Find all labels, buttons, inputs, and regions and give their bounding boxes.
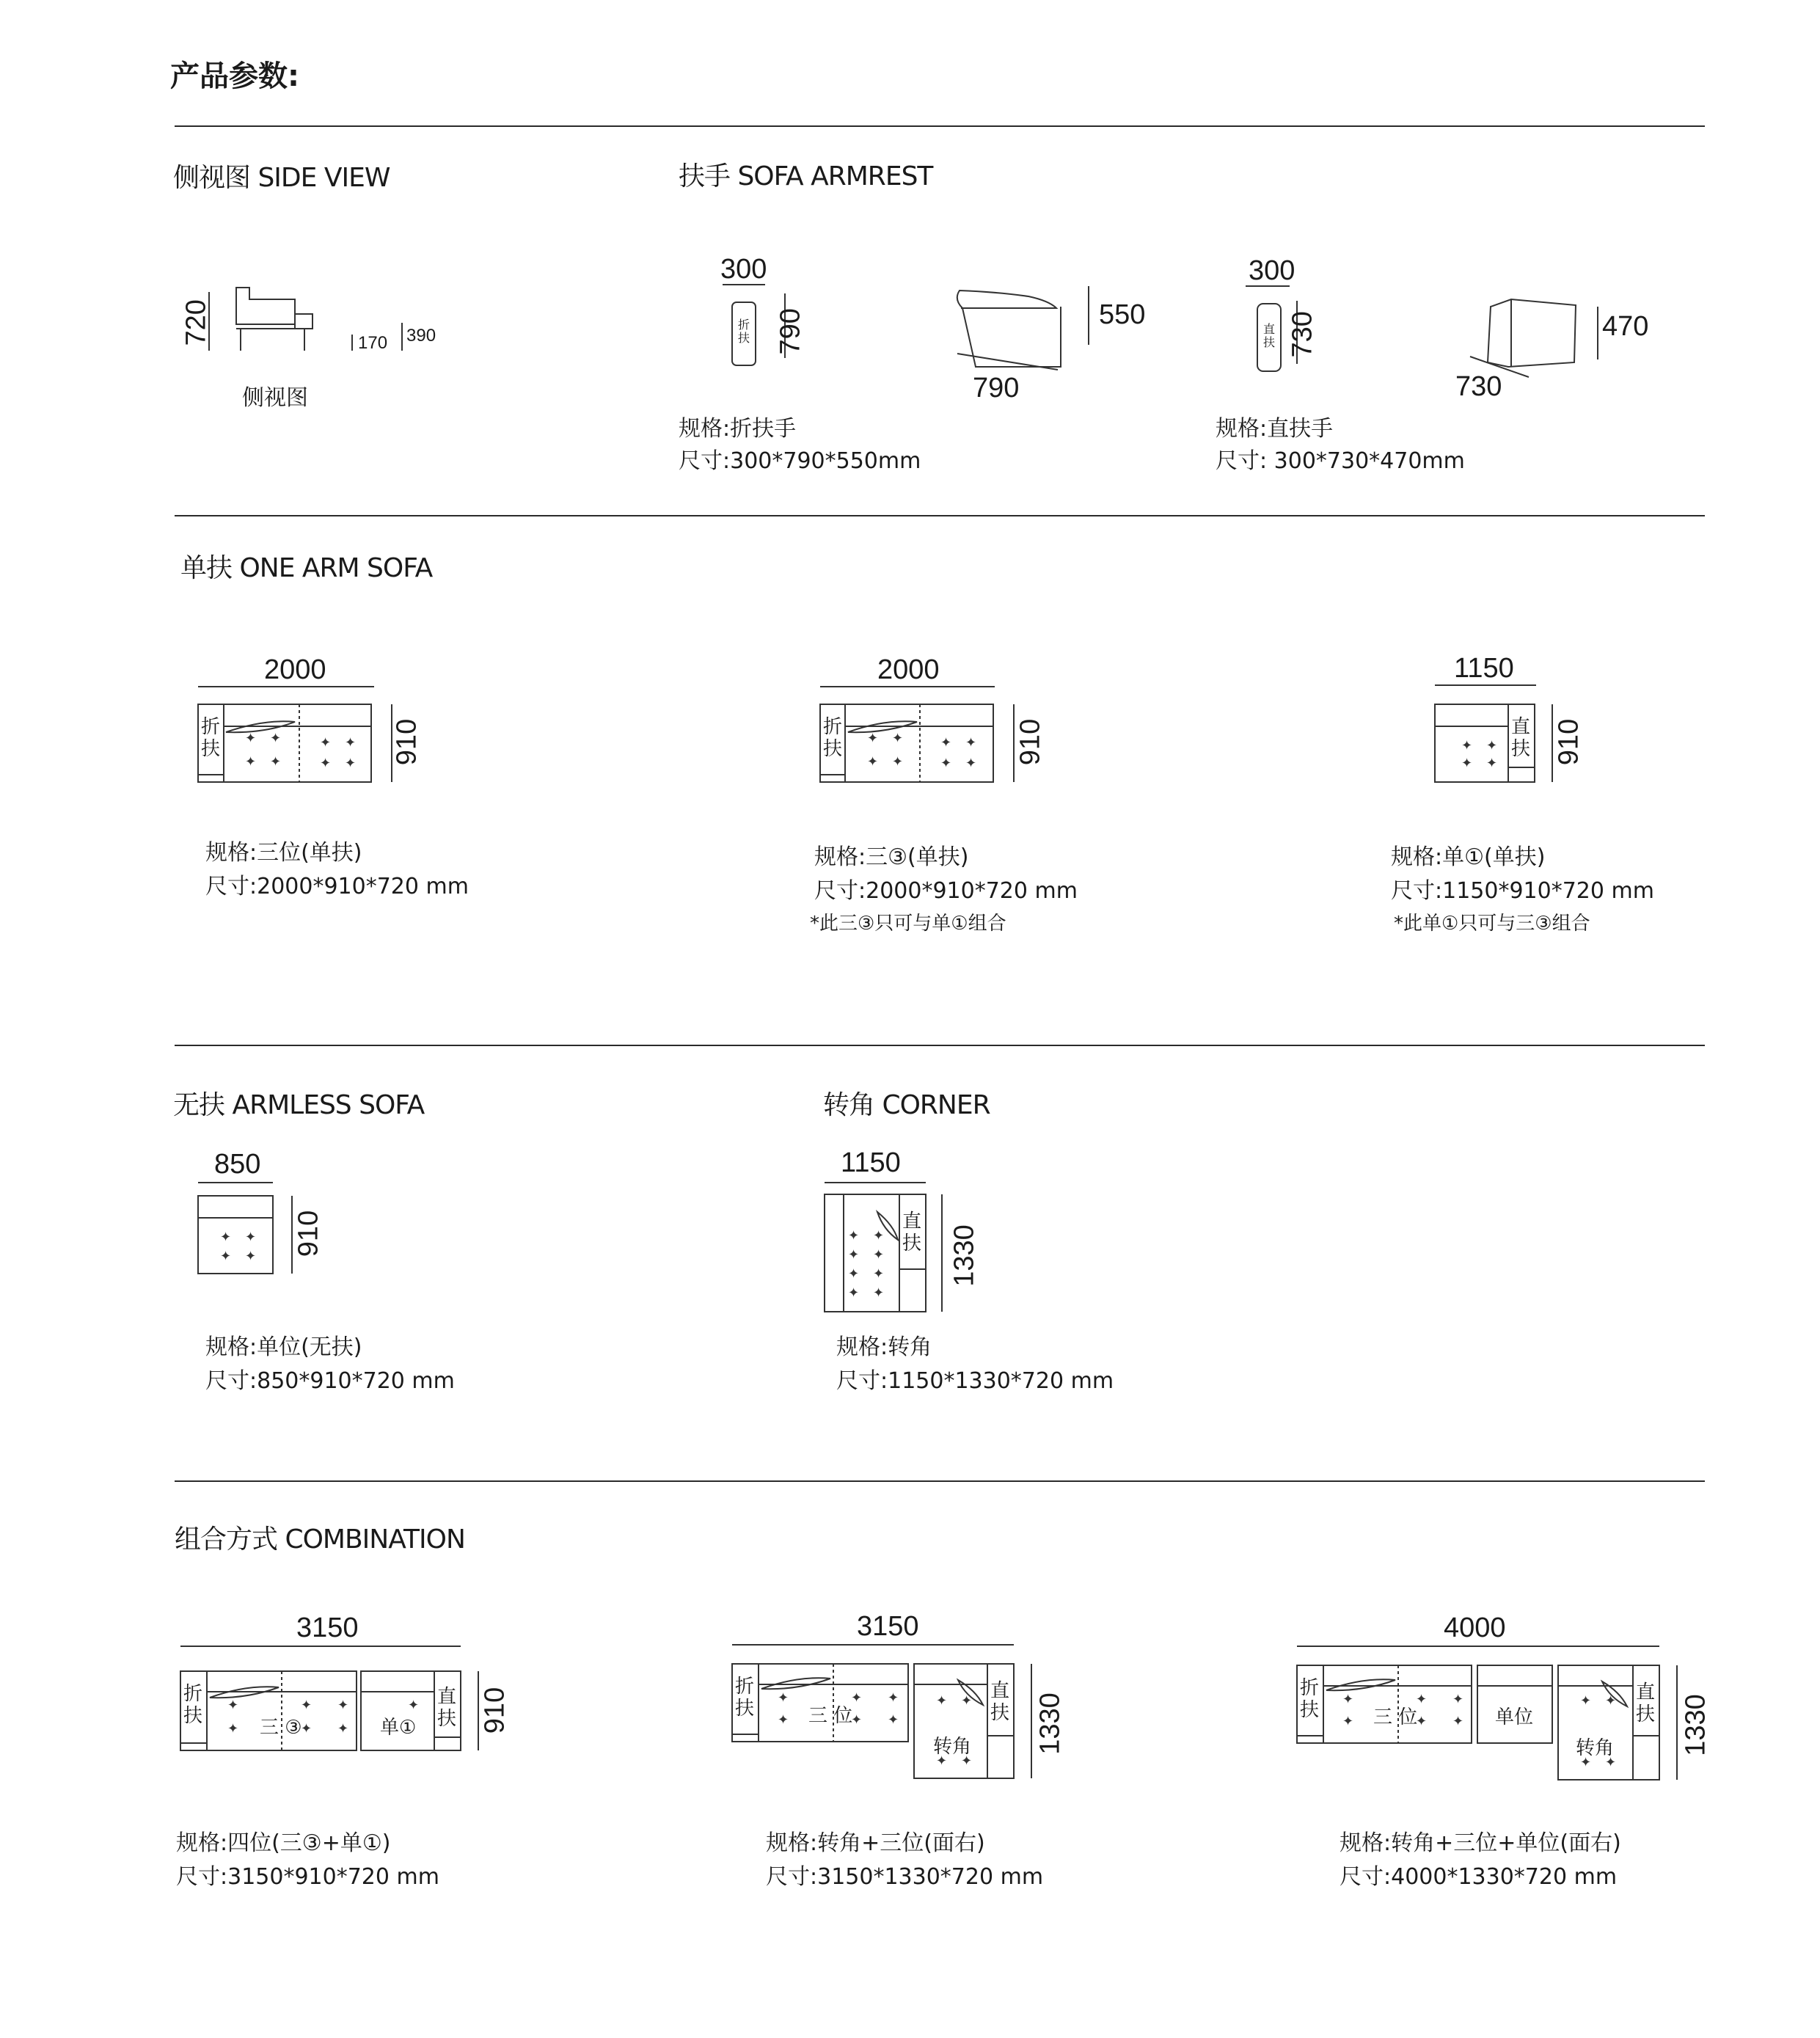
one-arm-2-depth-dim: 910 <box>1015 718 1046 766</box>
svg-text:✦: ✦ <box>1416 1692 1428 1707</box>
combo-1-width-dim: 3150 <box>296 1612 359 1643</box>
folding-armrest-spec: 规格:折扶手 <box>679 416 797 442</box>
straight-armrest-spec: 规格:直扶手 <box>1216 416 1334 442</box>
svg-text:✦: ✦ <box>270 731 282 746</box>
svg-text:✦: ✦ <box>245 754 257 770</box>
combo-3-seat-a: 三 位 <box>1373 1706 1418 1728</box>
section-corner-title: 转角 CORNER <box>823 1090 990 1120</box>
svg-text:✦: ✦ <box>345 756 357 771</box>
one-arm-2-size: 尺寸:2000*910*720 mm <box>814 878 1078 904</box>
svg-text:✦: ✦ <box>1605 1693 1617 1709</box>
svg-text:✦: ✦ <box>1416 1714 1428 1729</box>
svg-text:✦: ✦ <box>337 1721 349 1736</box>
svg-text:✦: ✦ <box>270 754 282 770</box>
combo-3-tag-right: 直扶 <box>1636 1681 1656 1725</box>
svg-text:✦: ✦ <box>848 1285 860 1301</box>
combo-1-seat-a: 三 ③ <box>260 1717 302 1739</box>
section-combination-title: 组合方式 COMBINATION <box>175 1524 465 1555</box>
one-arm-3-note: *此单①只可与三③组合 <box>1394 913 1590 935</box>
section-armless-title: 无扶 ARMLESS SOFA <box>173 1090 425 1120</box>
combo-1-seat-b: 单① <box>380 1717 417 1739</box>
svg-text:✦: ✦ <box>1486 756 1498 771</box>
one-arm-2-spec: 规格:三③(单扶) <box>814 844 969 870</box>
one-arm-sofa-1-drawing <box>198 687 392 782</box>
one-arm-2-width-dim: 2000 <box>877 654 940 685</box>
combo-3-depth-dim: 1330 <box>1680 1694 1711 1756</box>
corner-size: 尺寸:1150*1330*720 mm <box>836 1368 1114 1394</box>
folding-armrest-size: 尺寸:300*790*550mm <box>679 448 921 474</box>
page-title: 产品参数: <box>170 59 299 93</box>
combination-1-drawing <box>180 1646 478 1750</box>
corner-width-dim: 1150 <box>841 1147 901 1178</box>
combo-3-seat-c: 转角 <box>1576 1737 1615 1759</box>
svg-text:✦: ✦ <box>337 1698 349 1713</box>
combo-2-width-dim: 3150 <box>857 1611 919 1642</box>
straight-armrest-tag: 直扶 <box>1262 322 1275 349</box>
svg-text:✦: ✦ <box>848 1266 860 1282</box>
svg-text:✦: ✦ <box>1486 738 1498 753</box>
svg-text:✦: ✦ <box>1580 1693 1592 1709</box>
svg-text:✦: ✦ <box>867 754 879 770</box>
folding-armrest-depth-dim: 790 <box>775 308 806 355</box>
svg-text:✦: ✦ <box>936 1693 948 1709</box>
folding-armrest-tag: 折扶 <box>737 318 750 345</box>
svg-text:✦: ✦ <box>320 735 332 750</box>
straight-armrest-length-dim: 730 <box>1455 371 1502 402</box>
section-one-arm-title: 单扶 ONE ARM SOFA <box>180 553 433 583</box>
svg-text:✦: ✦ <box>1452 1692 1464 1707</box>
svg-text:✦: ✦ <box>1461 756 1473 771</box>
corner-depth-dim: 1330 <box>949 1224 980 1287</box>
straight-armrest-height-dim: 470 <box>1602 311 1649 342</box>
combo-1-size: 尺寸:3150*910*720 mm <box>176 1864 439 1890</box>
svg-text:✦: ✦ <box>848 1247 860 1263</box>
one-arm-3-size: 尺寸:1150*910*720 mm <box>1391 878 1654 904</box>
side-view-dim-b: 390 <box>406 326 436 346</box>
combo-1-tag-right: 直扶 <box>437 1686 457 1730</box>
svg-text:✦: ✦ <box>851 1712 863 1728</box>
side-view-caption: 侧视图 <box>242 385 308 411</box>
folding-armrest-width-dim: 300 <box>720 254 767 285</box>
svg-text:✦: ✦ <box>940 756 952 771</box>
svg-text:✦: ✦ <box>873 1266 885 1282</box>
svg-text:✦: ✦ <box>1461 738 1473 753</box>
armless-size: 尺寸:850*910*720 mm <box>205 1368 455 1394</box>
one-arm-1-depth-dim: 910 <box>391 718 423 766</box>
one-arm-3-spec: 规格:单①(单扶) <box>1391 844 1546 870</box>
combo-2-depth-dim: 1330 <box>1034 1692 1066 1755</box>
combo-2-spec: 规格:转角+三位(面右) <box>766 1830 985 1856</box>
svg-text:✦: ✦ <box>961 1753 973 1769</box>
one-arm-1-tag: 折扶 <box>201 716 221 760</box>
svg-text:✦: ✦ <box>345 735 357 750</box>
combo-3-tag-left: 折扶 <box>1300 1677 1320 1721</box>
svg-text:✦: ✦ <box>245 731 257 746</box>
svg-text:✦: ✦ <box>892 754 904 770</box>
svg-text:✦: ✦ <box>1452 1714 1464 1729</box>
one-arm-2-note: *此三③只可与单①组合 <box>810 913 1006 935</box>
armless-spec: 规格:单位(无扶) <box>205 1334 362 1360</box>
combo-1-spec: 规格:四位(三③+单①) <box>176 1830 391 1856</box>
svg-text:✦: ✦ <box>227 1721 239 1736</box>
combo-1-depth-dim: 910 <box>479 1687 511 1734</box>
combo-2-seat-a: 三 位 <box>808 1705 853 1727</box>
svg-text:✦: ✦ <box>1605 1755 1617 1770</box>
svg-text:✦: ✦ <box>961 1693 973 1709</box>
straight-armrest-depth-dim: 730 <box>1287 311 1318 358</box>
combo-3-spec: 规格:转角+三位+单位(面右) <box>1340 1830 1621 1856</box>
svg-text:✦: ✦ <box>245 1230 257 1245</box>
svg-text:✦: ✦ <box>1580 1755 1592 1770</box>
svg-text:✦: ✦ <box>873 1228 885 1243</box>
combo-3-size: 尺寸:4000*1330*720 mm <box>1340 1864 1618 1890</box>
one-arm-3-width-dim: 1150 <box>1454 653 1514 684</box>
svg-text:✦: ✦ <box>227 1698 239 1713</box>
svg-text:✦: ✦ <box>245 1249 257 1264</box>
combo-3-seat-b: 单位 <box>1495 1706 1534 1728</box>
svg-text:✦: ✦ <box>851 1690 863 1706</box>
svg-text:✦: ✦ <box>1342 1714 1354 1729</box>
combination-2-drawing <box>732 1645 1031 1778</box>
corner-tag: 直扶 <box>902 1210 922 1254</box>
side-view-height-dim: 720 <box>180 299 212 346</box>
svg-text:✦: ✦ <box>873 1247 885 1263</box>
combination-3-drawing <box>1297 1646 1677 1780</box>
svg-text:✦: ✦ <box>301 1721 313 1736</box>
one-arm-1-size: 尺寸:2000*910*720 mm <box>205 874 469 899</box>
svg-text:✦: ✦ <box>778 1712 789 1728</box>
svg-text:✦: ✦ <box>936 1753 948 1769</box>
svg-text:✦: ✦ <box>867 731 879 746</box>
straight-armrest-size: 尺寸: 300*730*470mm <box>1216 448 1465 474</box>
combo-1-tag-left: 折扶 <box>183 1683 203 1727</box>
svg-text:✦: ✦ <box>408 1698 420 1713</box>
svg-text:✦: ✦ <box>848 1228 860 1243</box>
one-arm-3-depth-dim: 910 <box>1553 718 1585 766</box>
svg-text:✦: ✦ <box>320 756 332 771</box>
one-arm-2-tag: 折扶 <box>823 716 843 760</box>
svg-text:✦: ✦ <box>940 735 952 750</box>
svg-text:✦: ✦ <box>892 731 904 746</box>
combo-3-width-dim: 4000 <box>1444 1612 1506 1643</box>
armless-depth-dim: 910 <box>293 1210 324 1257</box>
folding-armrest-height-dim: 550 <box>1099 299 1146 330</box>
one-arm-sofa-2-drawing <box>820 687 1014 782</box>
svg-text:✦: ✦ <box>778 1690 789 1706</box>
section-side-view-title: 侧视图 SIDE VIEW <box>173 163 390 193</box>
svg-text:✦: ✦ <box>965 756 977 771</box>
straight-armrest-width-dim: 300 <box>1249 255 1295 286</box>
svg-text:✦: ✦ <box>965 735 977 750</box>
svg-text:✦: ✦ <box>888 1712 899 1728</box>
one-arm-3-tag: 直扶 <box>1511 716 1531 760</box>
svg-text:✦: ✦ <box>220 1230 232 1245</box>
armless-width-dim: 850 <box>214 1149 261 1180</box>
side-view-dim-a: 170 <box>358 333 388 353</box>
one-arm-1-width-dim: 2000 <box>264 654 326 685</box>
corner-spec: 规格:转角 <box>836 1334 932 1360</box>
svg-text:✦: ✦ <box>1342 1692 1354 1707</box>
svg-text:✦: ✦ <box>873 1285 885 1301</box>
svg-text:✦: ✦ <box>301 1698 313 1713</box>
combo-2-seat-b: 转角 <box>933 1736 972 1758</box>
folding-armrest-length-dim: 790 <box>973 373 1020 403</box>
combo-2-size: 尺寸:3150*1330*720 mm <box>766 1864 1044 1890</box>
svg-text:✦: ✦ <box>888 1690 899 1706</box>
svg-text:✦: ✦ <box>220 1249 232 1264</box>
one-arm-1-spec: 规格:三位(单扶) <box>205 840 362 866</box>
section-armrest-title: 扶手 SOFA ARMREST <box>679 161 933 191</box>
combo-2-tag-right: 直扶 <box>990 1680 1010 1724</box>
combo-2-tag-left: 折扶 <box>735 1676 755 1720</box>
